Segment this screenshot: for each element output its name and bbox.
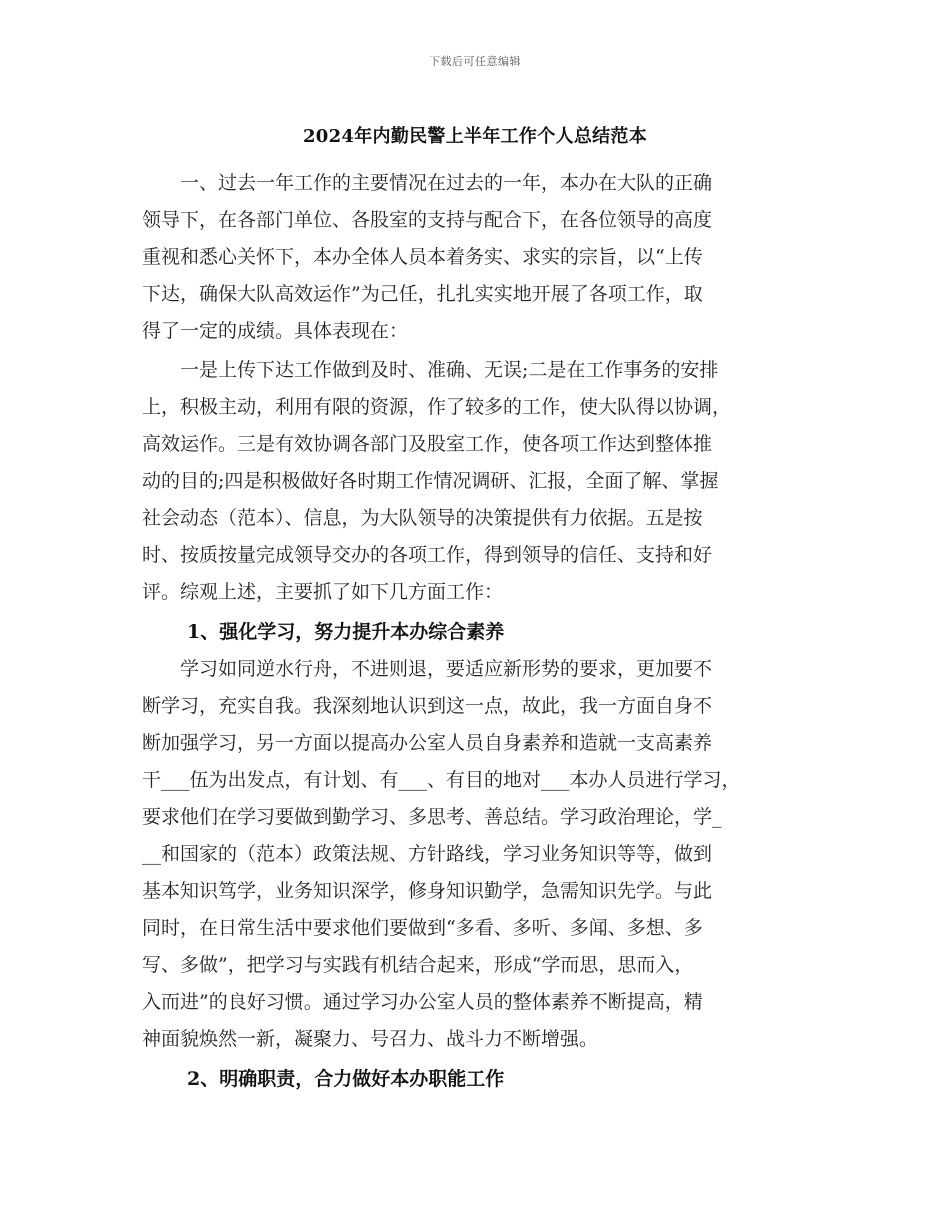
paragraph-line: 神面貌焕然一新，凝聚力、号召力、战斗力不断增强。 xyxy=(142,1028,599,1050)
paragraph-line: 断学习，充实自我。我深刻地认识到这一点，故此，我一方面自身不 xyxy=(142,695,713,717)
paragraph-line: 得了一定的成绩。具体表现在： xyxy=(142,320,409,342)
paragraph-line: 重视和悉心关怀下，本办全体人员本着务实、求实的宗旨，以“上传 xyxy=(142,246,703,268)
paragraph-line: 高效运作。三是有效协调各部门及股室工作，使各项工作达到整体推 xyxy=(142,433,713,455)
page-header-note: 下载后可任意编辑 xyxy=(429,55,521,68)
paragraph-line: 领导下，在各部门单位、各股室的支持与配合下，在各位领导的高度 xyxy=(142,209,713,231)
paragraph-line: 一、过去一年工作的主要情况在过去的一年，本办在大队的正确 xyxy=(142,172,713,194)
paragraph-line: 上，积极主动，利用有限的资源，作了较多的工作，使大队得以协调， xyxy=(142,396,732,418)
paragraph-line: 断加强学习，另一方面以提高办公室人员自身素养和造就一支高素养 xyxy=(142,732,713,754)
paragraph-line: 写、多做”，把学习与实践有机结合起来，形成“学而思，思而入， xyxy=(142,954,694,976)
section-heading: 1、强化学习，努力提升本办综合素养 xyxy=(187,621,505,643)
paragraph-line: 下达，确保大队高效运作”为己任，扎扎实实地开展了各项工作，取 xyxy=(142,283,703,305)
paragraph-line: 动的目的;四是积极做好各时期工作情况调研、汇报，全面了解、掌握 xyxy=(142,470,719,492)
paragraph-line: 一是上传下达工作做到及时、准确、无误;二是在工作事务的安排 xyxy=(142,359,719,381)
paragraph-line: 社会动态（范本）、信息，为大队领导的决策提供有力依据。五是按 xyxy=(142,507,703,529)
paragraph-line: 同时，在日常生活中要求他们要做到“多看、多听、多闻、多想、多 xyxy=(142,917,703,939)
section-heading: 2、明确职责，合力做好本办职能工作 xyxy=(187,1068,505,1090)
paragraph-line: 入而进”的良好习惯。通过学习办公室人员的整体素养不断提高，精 xyxy=(142,991,703,1013)
paragraph-line: 基本知识笃学，业务知识深学，修身知识勤学，急需知识先学。与此 xyxy=(142,880,713,902)
page-title: 2024年内勤民警上半年工作个人总结范本 xyxy=(302,126,648,147)
paragraph-line: 时、按质按量完成领导交办的各项工作，得到领导的信任、支持和好 xyxy=(142,544,713,566)
paragraph-line: __和国家的（范本）政策法规、方针路线，学习业务知识等等，做到 xyxy=(142,843,713,865)
paragraph-line: 干___伍为出发点，有计划、有___、有目的地对___本办人员进行学习， xyxy=(142,769,741,791)
paragraph-line: 学习如同逆水行舟，不进则退，要适应新形势的要求，更加要不 xyxy=(142,658,713,680)
paragraph-line: 评。综观上述，主要抓了如下几方面工作： xyxy=(142,581,504,603)
paragraph-line: 要求他们在学习要做到勤学习、多思考、善总结。学习政治理论，学_ xyxy=(142,806,722,828)
